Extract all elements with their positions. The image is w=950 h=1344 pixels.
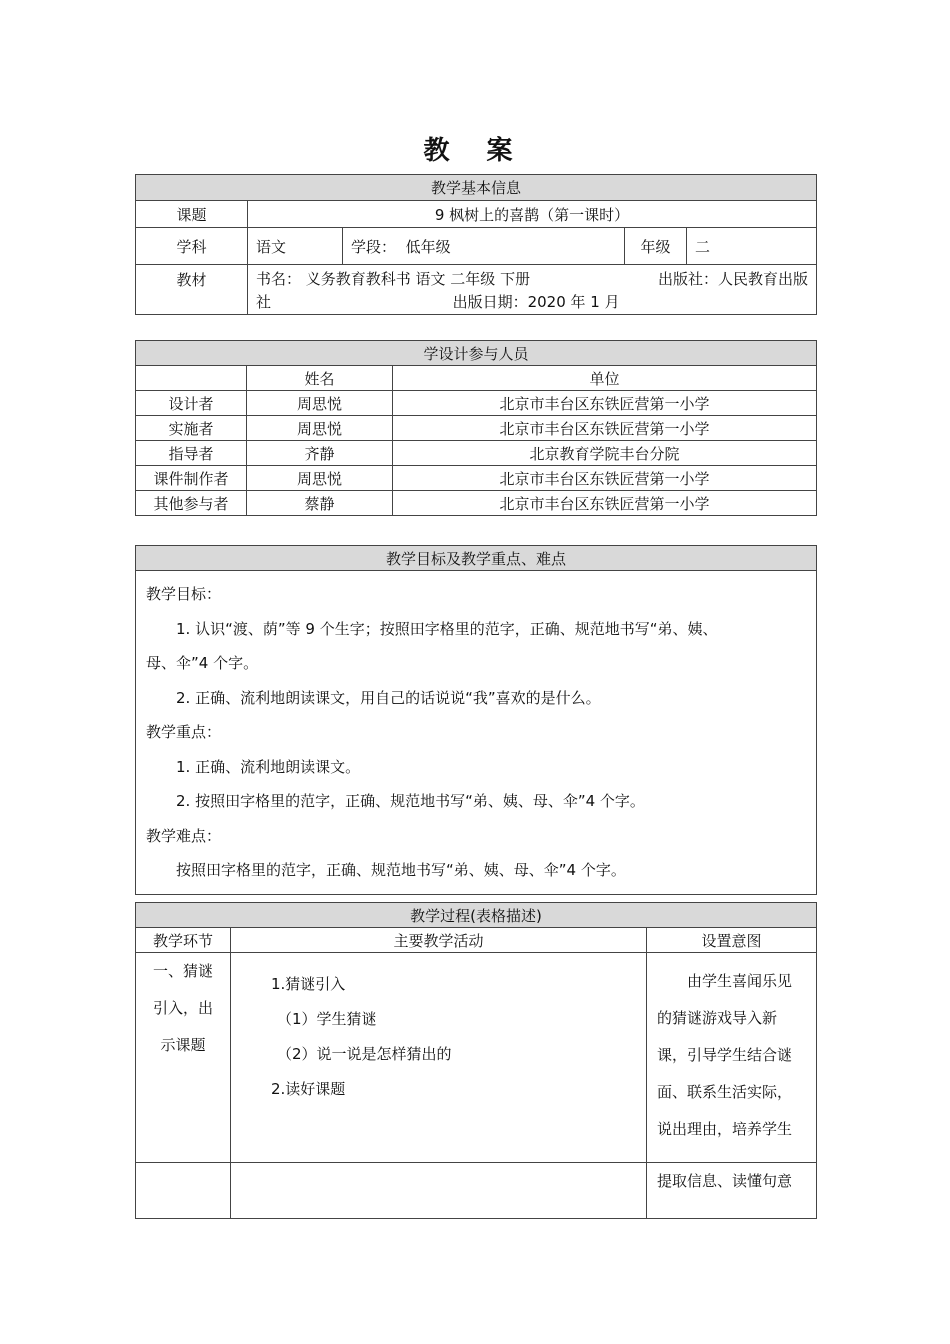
table-row: [136, 953, 817, 1163]
intent-line: 面、联系生活实际，: [657, 1083, 793, 1101]
basic-info-table: [135, 174, 817, 315]
participant-name: 周思悦: [247, 391, 393, 416]
diff-label: 教学难点：: [146, 826, 222, 845]
col-intent-header: 设置意图: [647, 928, 817, 953]
participants-table: [135, 340, 817, 516]
goal-2: 2. 正确、流利地朗读课文，用自己的话说说“我”喜欢的是什么。: [176, 688, 601, 707]
subject-label: 学科: [136, 228, 248, 265]
textbook-name: 书名： 义务教育教科书 语文 二年级 下册: [256, 270, 531, 288]
goal-1b: 母、伞”4 个字。: [146, 654, 259, 672]
intent-line: 由学生喜闻乐见: [687, 972, 793, 990]
subject-value: 语文: [248, 228, 343, 265]
intent-line: 课，引导学生结合谜: [657, 1046, 793, 1064]
table-row: [136, 441, 817, 466]
grade-value: 二: [687, 228, 817, 265]
lesson-value: 9 枫树上的喜鹊（第一课时）: [248, 201, 817, 228]
objectives-table: [135, 545, 817, 895]
participant-name: 齐静: [247, 441, 393, 466]
participant-role: 指导者: [136, 441, 247, 466]
intent-line: 的猜谜游戏导入新: [657, 1009, 778, 1027]
intent-2: [647, 1163, 817, 1219]
col-stage-header: 教学环节: [136, 928, 231, 953]
intent-line: 提取信息、读懂句意: [657, 1172, 793, 1190]
stage-1: [136, 953, 231, 1163]
textbook-label: 教材: [136, 265, 248, 315]
lesson-label: 课题: [136, 201, 248, 228]
goal-1a: 1. 认识“渡、荫”等 9 个生字；按照田字格里的范字，正确、规范地书写“弟、姨、: [176, 619, 718, 638]
document-title: 教 案: [423, 136, 527, 166]
participant-unit: 北京市丰台区东铁匠营第一小学: [393, 391, 817, 416]
participants-corner: [136, 366, 247, 391]
activity-2: [231, 1163, 647, 1219]
key-2: 2. 按照田字格里的范字，正确、规范地书写“弟、姨、母、伞”4 个字。: [176, 792, 645, 810]
activity-1-1: （1）学生猜谜: [277, 1010, 377, 1028]
process-table: [135, 902, 817, 1219]
participant-name: 周思悦: [247, 466, 393, 491]
activity-1: [231, 953, 647, 1163]
participant-role: 其他参与者: [136, 491, 247, 516]
table-row: [136, 491, 817, 516]
table-row: [136, 466, 817, 491]
participant-role: 设计者: [136, 391, 247, 416]
table-row: [136, 416, 817, 441]
participant-unit: 北京教育学院丰台分院: [393, 441, 817, 466]
intent-line: 说出理由，培养学生: [657, 1120, 793, 1138]
participant-name: 周思悦: [247, 416, 393, 441]
publisher: 出版社：人民教育出版: [658, 270, 809, 288]
activity-1-title: 1.猜谜引入: [271, 975, 346, 993]
table-row: [136, 1163, 817, 1219]
stage-1-line3: 示课题: [160, 1036, 206, 1054]
col-activity-header: 主要教学活动: [231, 928, 647, 953]
publisher-cont: 社: [256, 293, 272, 311]
participant-unit: 北京市丰台区东铁匠营第一小学: [393, 466, 817, 491]
participant-role: 课件制作者: [136, 466, 247, 491]
textbook-info: [248, 265, 817, 315]
participant-unit: 北京市丰台区东铁匠营第一小学: [393, 416, 817, 441]
participant-unit: 北京市丰台区东铁匠营第一小学: [393, 491, 817, 516]
table-row: [136, 391, 817, 416]
goal-label: 教学目标：: [146, 585, 222, 603]
objectives-body: [136, 571, 817, 895]
participants-header: 学设计参与人员: [136, 341, 817, 366]
stage-label: 学段：: [351, 237, 397, 256]
stage-2: [136, 1163, 231, 1219]
activity-1-2: （2）说一说是怎样猜出的: [277, 1045, 452, 1063]
basic-info-header: 教学基本信息: [136, 175, 817, 201]
stage-value: 低年级: [405, 237, 451, 256]
participant-role: 实施者: [136, 416, 247, 441]
objectives-header: 教学目标及教学重点、难点: [136, 546, 817, 571]
key-label: 教学重点：: [146, 723, 222, 741]
diff-1: 按照田字格里的范字，正确、规范地书写“弟、姨、母、伞”4 个字。: [176, 861, 626, 879]
stage-1-line2: 引入，出: [152, 999, 213, 1017]
col-name-header: 姓名: [247, 366, 393, 391]
publish-date: 出版日期：2020 年 1 月: [452, 293, 620, 311]
stage-cell: [343, 228, 625, 265]
participant-name: 蔡静: [247, 491, 393, 516]
col-unit-header: 单位: [393, 366, 817, 391]
activity-2-title: 2.读好课题: [271, 1080, 346, 1098]
process-header: 教学过程(表格描述): [136, 903, 817, 928]
stage-1-line1: 一、猜谜: [152, 962, 213, 980]
intent-1: [647, 953, 817, 1163]
grade-label: 年级: [625, 228, 687, 265]
key-1: 1. 正确、流利地朗读课文。: [176, 757, 361, 776]
